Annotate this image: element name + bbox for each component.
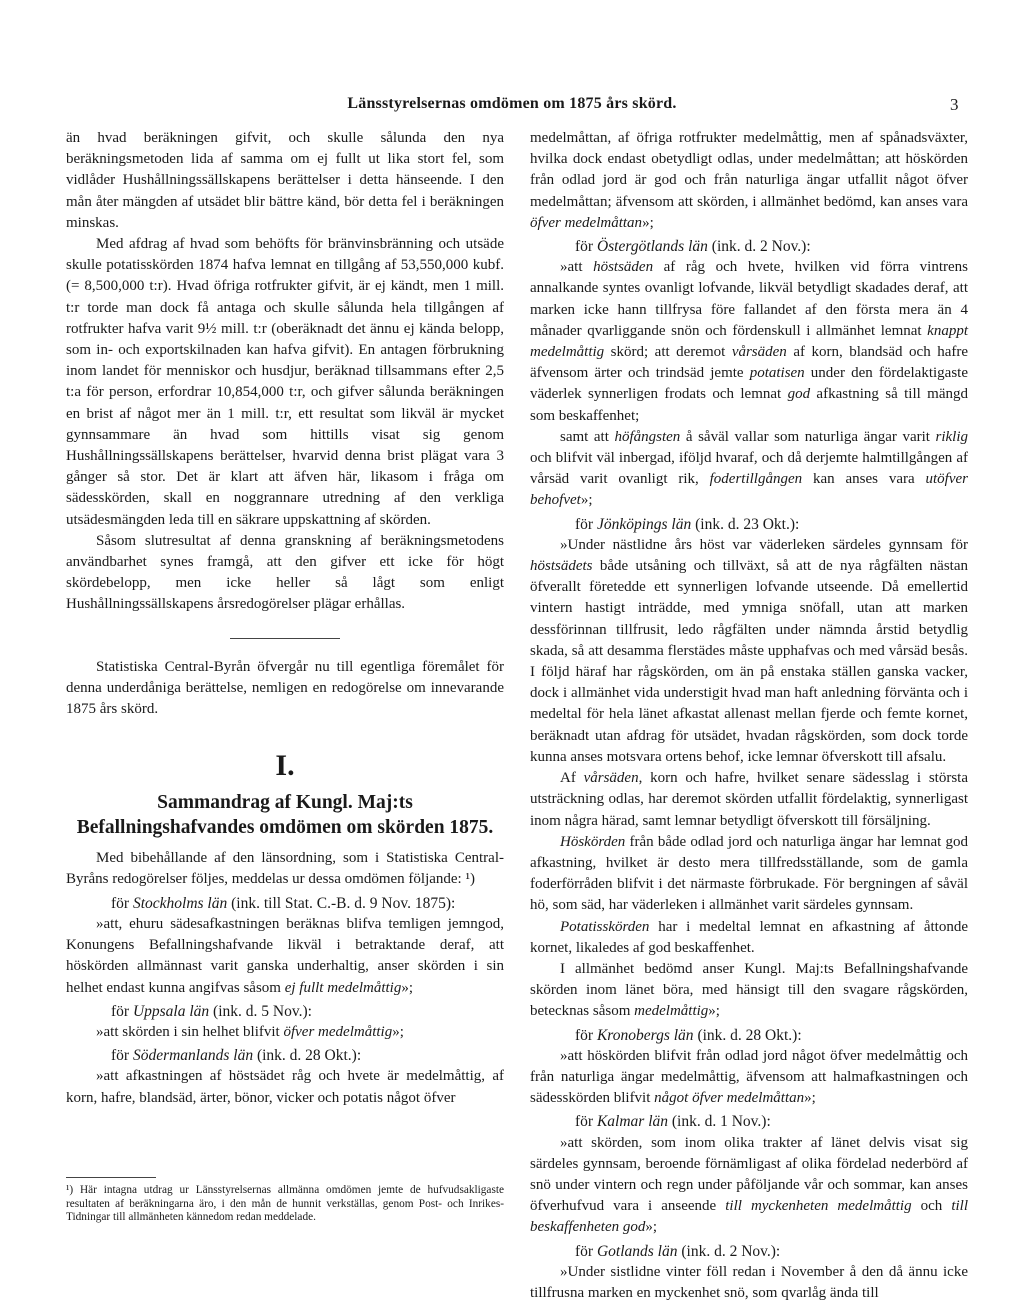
county-statement: »att höstsäden af råg och hvete, hvilken vid förra vintrens annalkande syntes ovanligt lofvande, likväl betydligt skadades deraf, att marken icke hann tillfrysa före fallandet af den första mera än 4 månader qvarliggande snön och fördenskull i allmänhet lemnat knappt medelmåttig skörd; att deremot vårsäden af korn, blandsäd och hafre äfvensom ärter och trindsäd jemte potatisen under den fördelaktigaste väderlek synnerligen frodats och lemnat god afkastning så till mängd som beskaffenhet; — [530, 259, 969, 424]
county-statement: »Under sistlidne vinter föll redan i November å den då ännu icke tillfrusna marken en myckenhet snö, som qvarlåg ända till — [530, 1263, 968, 1301]
county-heading: för Östergötlands län (ink. d. 2 Nov.): — [575, 238, 811, 256]
paragraph: Med bibehållande af den länsordning, som i Statistiska Central-Byråns redogörelser följes, meddelas ur dessa omdömen följande: ¹) — [66, 850, 504, 888]
county-name: Södermanlands län — [132, 1047, 254, 1065]
county-statement: Höskörden från både odlad jord och naturliga ängar har lemnat god afkastning, hvilket är desto mera tillfredsställande, som de gamla foderförråden blifvit i det närmaste förbrukade. För bergningen af såväl hö, som säd, har väderleken i allmänhet varit särdeles gynnsam. — [530, 833, 968, 914]
county-statement: Af vårsäden, korn och hafre, hvilket senare sädesslag i största utsträckning odlas, har deremot skörden utfallit fördelaktig, synnerligast inom några härad, samt lemnar betydligt öfverskott till försäljning. — [530, 770, 968, 829]
section-heading: Sammandrag af Kungl. Maj:ts Befallningshafvandes omdömen om skörden 1875. — [76, 792, 494, 839]
county-heading: för Jönköpings län (ink. d. 23 Okt.): — [575, 515, 800, 533]
divider — [230, 638, 340, 639]
county-name: Kronobergs län — [596, 1026, 694, 1044]
county-name: Gotlands län — [596, 1242, 678, 1260]
county-heading: för Stockholms län (ink. till Stat. C.-B. d. 9 Nov. 1875): — [111, 894, 456, 912]
paragraph: Statistiska Central-Byrån öfvergår nu till egentliga föremålet för denna underdåniga berättelse, nemligen en redogörelse om innevarande 1875 års skörd. — [66, 658, 504, 718]
county-heading: för Gotlands län (ink. d. 2 Nov.): — [575, 1242, 781, 1260]
page-header — [0, 95, 1024, 119]
county-statement: »Under nästlidne års höst var väderleken särdeles gynnsam för höstsädets både utsåning och tillväxt, så att de nya rågfälten nästan öfverallt företedde ett synnerligen lofvande utseende. Då emellertid vintern hastigt inträdde, med ymniga snöfall, utan att marken dessförinnan tillfrusit, ledo rågfälten under nämnda årstid betydlig skada, så att desamma flerstädes måste upphafvas och med vårsäd besås. I följd häraf har rågskörden, om än på enstaka ställen ganska vacker, dock i allmänhet vida understigit hvad man haft anledning förvänta och i medeltal för hela länet afkastat allenast mellan fjerde och femte kornet, beräknadt utan afdrag för utsädet, hvadan rågskörden, som dock torde kunna anses motsvara ortens behof, icke lemnar öfverskott till afsalu. — [530, 536, 968, 765]
page-number: 3 — [950, 95, 959, 114]
county-heading: för Södermanlands län (ink. d. 28 Okt.): — [111, 1047, 362, 1065]
section-number: I. — [275, 749, 295, 783]
county-statement: Potatisskörden har i medeltal lemnat en afkastning af åttonde kornet, likaledes af god beskaffenhet. — [530, 918, 968, 956]
right-column — [530, 128, 968, 1304]
left-column — [66, 128, 504, 1109]
county-name: Jönköpings län — [596, 515, 692, 533]
county-statement: I allmänhet bedömd anser Kungl. Maj:ts Befallningshafvande skörden inom länet böra, med hänsigt till den svagare rågskörden, betecknas såsom medelmåttig»; — [530, 960, 968, 1020]
footnote: ¹) Här intagna utdrag ur Länsstyrelsernas allmänna omdömen jemte de hufvudsakligaste resultaten af beräkningarna äro, i den mån de hunnit verkställas, genom Post- och Inrikes-Tidningar till allmänheten kännedom redan meddelade. — [66, 1184, 504, 1223]
paragraph: än hvad beräkningen gifvit, och skulle sålunda den nya beräkningsmetoden lida af samma om ej fullt ut lika stort fel, som vidlåder Hushållningssällskapens berättelser i detta hänseende. I den mån åter mängden af utsädet blir bättre känd, bör detta fel i beräkningen minskas. — [66, 130, 504, 231]
county-statement: samt att höfångsten å såväl vallar som naturliga ängar varit riklig och blifvit väl inbergad, iföljd hvaraf, och då derjemte halmtillgången af vårsäd varit ovanligt rik, fodertillgången kan anses vara utöfver behofvet»; — [530, 428, 968, 509]
paragraph: Med afdrag af hvad som behöfts för bränvinsbränning och utsäde skulle potatisskörden 1874 hafva lemnat en tillgång af 53,550,000 kubf. (= 8,500,000 t:r). Hvad öfriga rotfrukter gifvit, är ej kändt, men 1 mill. t:r torde man dock få antaga och skulle sålunda hela tillgången af rotfrukter hafva varit 9½ mill. t:r (oberäknadt det ännu ej kända belopp, som in- och exportskilnaden kan hafva gifvit). En antagen förbrukning inom landet för menniskor och husdjur, beräknad tillsammans efter 2,5 t:a för person, erfordrar 10,854,000 t:r, och gifver sålunda beräkningen en brist af något mer än 1 mill. t:r, ett resultat som likväl är mycket gynnsammare än hvad som hittills visat sig genom Hushållningssällskapens berättelser, hvarvid denna brist plägat vara 3 gånger så stor. Det är klart att äfven här, likasom i fråga om sädesskörden, skall en noggrannare utredning af den verkliga utsädesmängden leda till en säkrare uppskattning af skörden. — [66, 236, 504, 528]
running-title: Länsstyrelsernas omdömen om 1875 års skörd. — [347, 95, 677, 112]
county-statement: »att skörden i sin helhet blifvit öfver medelmåttig»; — [96, 1023, 404, 1040]
county-heading: för Uppsala län (ink. d. 5 Nov.): — [111, 1002, 312, 1020]
footnote-rule — [66, 1177, 156, 1178]
county-heading: för Kronobergs län (ink. d. 28 Okt.): — [575, 1026, 802, 1044]
county-heading: för Kalmar län (ink. d. 1 Nov.): — [575, 1113, 771, 1131]
county-name: Uppsala län — [132, 1002, 210, 1020]
county-name: Stockholms län — [132, 894, 228, 912]
county-statement: »att afkastningen af höstsädet råg och hvete är medelmåttig, af korn, hafre, blandsäd, ärter, bönor, vicker och potatis något öfver — [66, 1068, 504, 1106]
county-statement: »att, ehuru sädesafkastningen beräknas blifva temligen jemngod, Konungens Befallningshafvande likväl i betraktande deraf, att höskörden allmännast varit ganska underhaltig, anser skörden i sin helhet endast kunna angifvas såsom ej fullt medelmåttig»; — [66, 915, 504, 996]
county-statement: »att skörden, som inom olika trakter af länet delvis visat sig särdeles gynnsam, beroende förnämligast af olika fördelad nederbörd af snö under vintern och regn under påföljande vår och sommar, kan anses öfverhufvud vara i anseende till myckenheten medelmåttig och till beskaffenheten god»; — [530, 1134, 968, 1236]
paragraph: Såsom slutresultat af denna granskning af beräkningsmetodens användbarhet synes framgå, att den gifver ett icke för högt skördebelopp, men icke heller så lågt som enligt Hushållningssällskapens årsredogörelser plägar erhållas. — [66, 532, 504, 613]
county-name: Kalmar län — [596, 1113, 669, 1131]
county-name: Östergötlands län — [596, 238, 708, 256]
paragraph: medelmåttan, af öfriga rotfrukter medelmåttig, men af spånadsväxter, hvilka dock endast obetydligt odlas, under medelmåttan; att höskörden från odlad jord är god och från naturliga ängar utfallit något öfver medelmåttan; äfvensom att skörden, i allmänhet bedömd, kan anses vara öfver medelmåttan»; — [530, 130, 968, 231]
county-statement: »att höskörden blifvit från odlad jord något öfver medelmåttig och från naturliga ängar medelmåttig, äfvensom att halmafkastningen och sädesskörden blifvit något öfver medelmåttan»; — [530, 1047, 968, 1107]
